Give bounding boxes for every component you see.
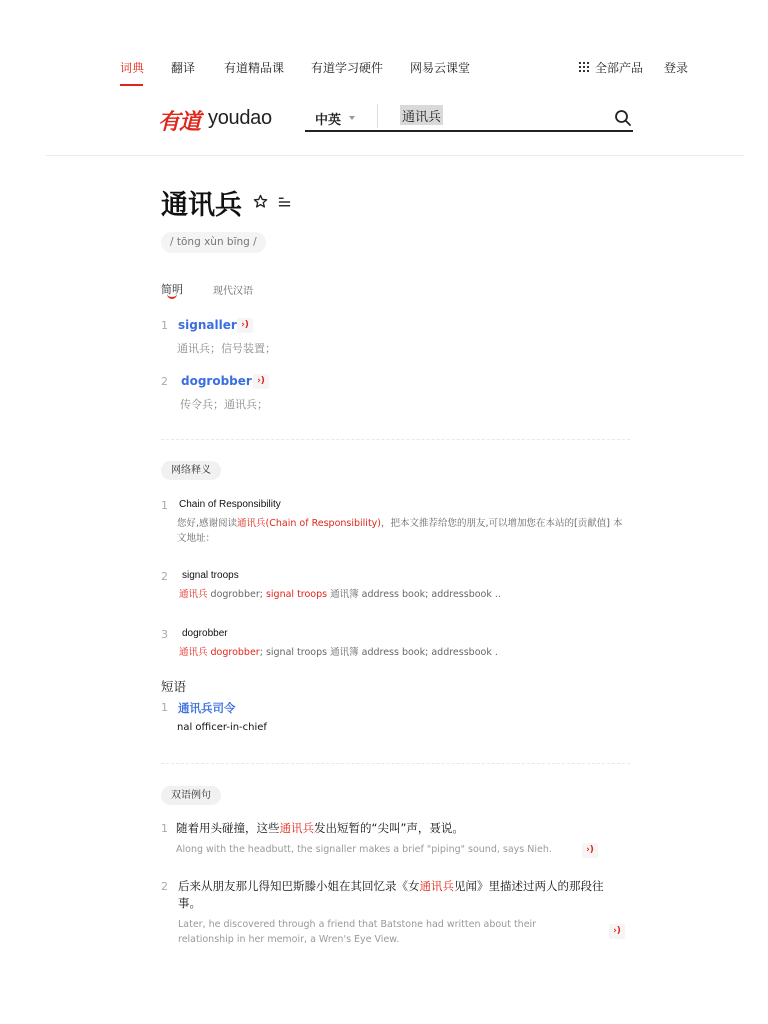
- example-index: 1: [161, 822, 168, 835]
- phrase-translation: nal officer-in-chief: [177, 722, 267, 733]
- word-title: 通讯兵: [161, 190, 242, 221]
- phonetic-badge: / tōng xùn bīng /: [161, 232, 266, 253]
- web-definitions-label: 网络释义: [161, 461, 221, 480]
- tab-modern-chinese[interactable]: 现代汉语: [213, 286, 253, 297]
- example-chinese: 后来从朋友那儿得知巴斯滕小姐在其回忆录《女通讯兵见闻》里描述过两人的那段往事。: [178, 879, 604, 910]
- speaker-icon[interactable]: ›): [582, 843, 598, 858]
- definition-word[interactable]: signaller: [178, 318, 237, 332]
- definition-translation: 通讯兵；信号装置；: [177, 342, 276, 355]
- web-snippet: 通讯兵 dogrobber; signal troops 通讯簿 address book; addressbook .: [179, 647, 498, 658]
- web-term: dogrobber: [182, 628, 228, 639]
- search-underline: [305, 130, 633, 132]
- search-divider: [377, 104, 378, 128]
- phrase-index: 1: [161, 701, 168, 714]
- web-term: Chain of Responsibility: [179, 499, 281, 510]
- nav-netease-class[interactable]: 网易云课堂: [410, 61, 471, 75]
- definition-index: 2: [161, 375, 168, 388]
- examples-label: 双语例句: [161, 786, 221, 805]
- example-english: Later, he discovered through a friend that Batstone had written about their relationship in her memoir, a Wren's Eye View.: [178, 919, 537, 945]
- phrases-title: 短语: [161, 679, 187, 694]
- wordbook-icon[interactable]: [277, 195, 292, 209]
- search-icon[interactable]: [614, 109, 632, 127]
- definition-translation: 传令兵；通讯兵；: [180, 398, 268, 411]
- web-index: 3: [161, 628, 168, 641]
- login-link[interactable]: 登录: [664, 61, 689, 75]
- nav-dict[interactable]: 词典: [120, 61, 145, 75]
- example-chinese: 随着用头碰撞，这些通讯兵发出短暂的“尖叫”声，聂说。: [176, 821, 464, 835]
- web-term: signal troops: [182, 570, 239, 581]
- tab-active-indicator: [167, 294, 177, 299]
- youdao-logo-en[interactable]: youdao: [208, 107, 272, 129]
- search-input[interactable]: 通讯兵: [400, 105, 443, 125]
- youdao-logo-cn[interactable]: 有道: [158, 109, 201, 135]
- nav-hardware[interactable]: 有道学习硬件: [311, 61, 384, 75]
- tab-basic[interactable]: 简明: [161, 283, 183, 296]
- definition-word[interactable]: dogrobber: [181, 374, 252, 388]
- language-select[interactable]: 中英: [315, 113, 342, 128]
- web-snippet: 通讯兵 dogrobber; signal troops 通讯簿 address book; addressbook ..: [179, 589, 501, 600]
- header-divider: [46, 155, 744, 156]
- speaker-icon[interactable]: ›): [237, 318, 253, 333]
- phrase-word[interactable]: 通讯兵司令: [178, 701, 236, 715]
- web-index: 1: [161, 499, 168, 512]
- web-index: 2: [161, 570, 168, 583]
- all-products-link[interactable]: 全部产品: [595, 61, 644, 75]
- web-snippet: 您好,感谢阅读通讯兵(Chain of Responsibility)，把本文推荐给您的朋友,可以增加您在本站的[贡献值] 本文地址：: [177, 518, 623, 544]
- speaker-icon[interactable]: ›): [609, 924, 625, 939]
- example-english: Along with the headbutt, the signaller makes a brief "piping" sound, says Nieh.: [176, 844, 552, 855]
- section-divider: [161, 763, 630, 764]
- star-icon[interactable]: [253, 194, 268, 209]
- apps-grid-icon[interactable]: [579, 62, 591, 74]
- example-index: 2: [161, 880, 168, 893]
- chevron-down-icon[interactable]: [349, 116, 355, 120]
- nav-translate[interactable]: 翻译: [171, 61, 196, 75]
- nav-active-underline: [120, 84, 143, 86]
- section-divider: [161, 439, 630, 440]
- definition-index: 1: [161, 319, 168, 332]
- speaker-icon[interactable]: ›): [253, 374, 269, 389]
- nav-courses[interactable]: 有道精品课: [224, 61, 285, 75]
